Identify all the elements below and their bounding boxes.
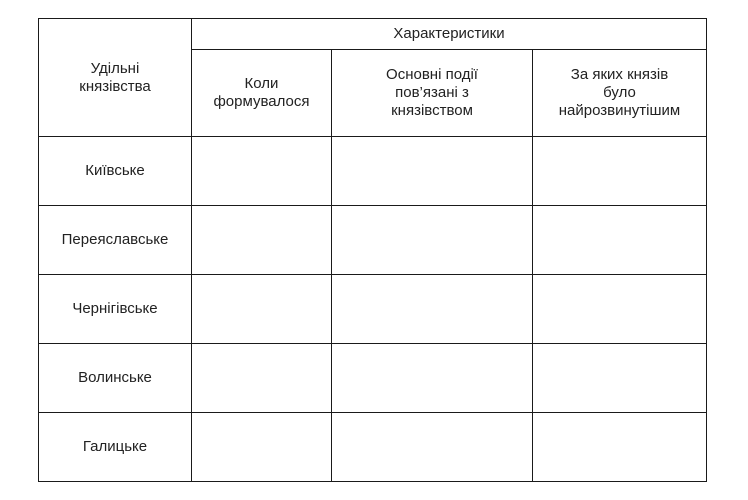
table-cell[interactable] (533, 344, 707, 413)
table-cell[interactable] (192, 344, 332, 413)
table-cell[interactable] (533, 413, 707, 482)
principality-name: Галицьке (39, 413, 192, 482)
table-cell[interactable] (533, 137, 707, 206)
principality-name: Київське (39, 137, 192, 206)
group-header-cell: Характеристики (192, 19, 707, 50)
table-row (39, 413, 707, 482)
table-cell[interactable] (192, 275, 332, 344)
column-header: Основні події пов’язані з князівством (332, 50, 533, 137)
table-header-row (39, 19, 707, 50)
table-cell[interactable] (332, 275, 533, 344)
principality-name: Переяславське (39, 206, 192, 275)
table-cell[interactable] (192, 137, 332, 206)
table-cell[interactable] (192, 413, 332, 482)
principalities-table (38, 18, 707, 482)
table-cell[interactable] (332, 137, 533, 206)
table-cell[interactable] (533, 275, 707, 344)
table-row (39, 275, 707, 344)
row-header-cell: Удільні князівства (39, 19, 192, 137)
column-header: Коли формувалося (192, 50, 332, 137)
principality-name: Чернігівське (39, 275, 192, 344)
table-cell[interactable] (332, 413, 533, 482)
table-row (39, 206, 707, 275)
principality-name: Волинське (39, 344, 192, 413)
column-header: За яких князів було найрозвинутішим (533, 50, 707, 137)
table-row (39, 137, 707, 206)
table-cell[interactable] (332, 206, 533, 275)
table-cell[interactable] (533, 206, 707, 275)
table-cell[interactable] (192, 206, 332, 275)
table-row (39, 344, 707, 413)
table-cell[interactable] (332, 344, 533, 413)
